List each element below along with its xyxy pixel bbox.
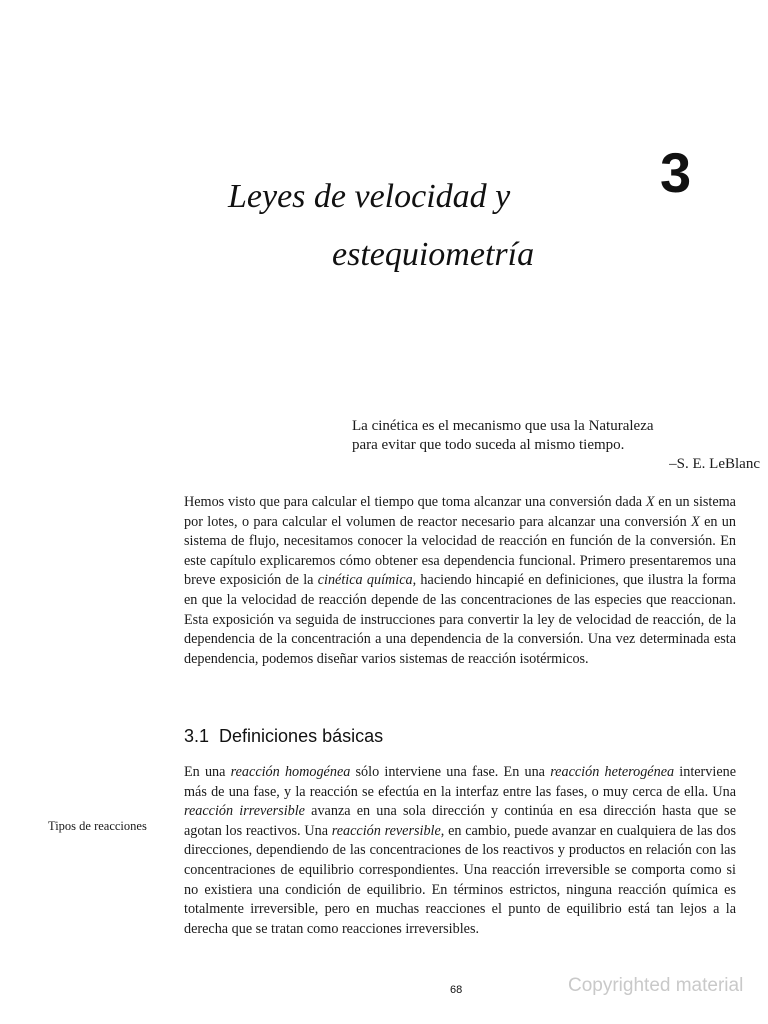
intro-text-4: , haciendo hincapié en definiciones, que ilustra la forma en que la velocidad de reacción depende de las concentraciones de las especies que reaccionan. Esta exposición va seguida de instrucciones para convertir la ley de velocidad de reacción, de la dependencia de la concentración a una dependencia de la conversión. Una vez determinada esta dependencia, podemos diseñar varios sistemas de reacción isotérmicos. [184, 572, 736, 667]
section-text-1: En una [184, 764, 231, 780]
chapter-title-line-2: estequiometría [332, 236, 535, 273]
chapter-title-line-1: Leyes de velocidad y [228, 178, 511, 215]
intro-paragraph [184, 493, 736, 669]
section-text-5: , en cambio, puede avanzar en cualquiera de las dos direcciones, dependiendo de las concentraciones de los reactivos y productos en relación con las concentraciones de equilibrio correspondientes. Una reacción irreversible se comporta como si no existiera una condición de equilibrio. En términos estrictos, ninguna reacción química es totalmente irreversible, pero en muchas reacciones el punto de equilibrio está tan lejos a la derecha que se tratan como reacciones irreversibles. [184, 822, 737, 937]
variable-x: X [645, 494, 655, 510]
section-heading [184, 726, 383, 747]
section-title: Definiciones básicas [219, 726, 384, 746]
epigraph-line-1: La cinética es el mecanismo que usa la Naturaleza [352, 418, 654, 434]
term-reaccion-reversible: reacción reversible [331, 822, 441, 839]
section-text-4: avanza en una sola dirección y continúa en esa dirección hasta que se agotan los reactivos. Una [184, 803, 736, 839]
section-text-3: interviene más de una fase, y la reacción se efectúa en la interfaz entre las fases, o muy cerca de ella. Una [184, 764, 737, 800]
variable-x: X [691, 513, 700, 530]
page-number: 68 [450, 984, 463, 996]
margin-note: Tipos de reacciones [48, 819, 147, 833]
intro-text-1: Hemos visto que para calcular el tiempo que toma alcanzar una conversión dada [184, 494, 646, 510]
term-reaccion-irreversible: reacción irreversible [184, 803, 305, 820]
section-paragraph [184, 763, 736, 939]
intro-text-3: en un sistema de flujo, necesitamos conocer la velocidad de reacción en función de la conversión. En este capítulo explicaremos cómo obtener esa dependencia funcional. Primero presentaremos una breve exposición de la [184, 513, 736, 589]
copyright-watermark: Copyrighted material [568, 975, 744, 996]
epigraph-line-2: para evitar que todo suceda al mismo tiempo. [352, 437, 625, 453]
chapter-number: 3 [660, 141, 692, 204]
epigraph [352, 417, 764, 474]
epigraph-attribution: –S. E. LeBlanc [669, 456, 760, 472]
section-text-2: sólo interviene una fase. En una [350, 764, 551, 780]
section-number: 3.1 [184, 726, 210, 746]
term-reaccion-homogenea: reacción homogénea [230, 764, 351, 780]
intro-text-2: en un sistema por lotes, o para calcular el volumen de reactor necesario para alcanzar una conversión [184, 494, 736, 530]
term-reaccion-heterogenea: reacción heterogénea [550, 764, 675, 780]
chapter-title [228, 168, 628, 284]
term-cinetica-quimica: cinética química [317, 572, 413, 589]
